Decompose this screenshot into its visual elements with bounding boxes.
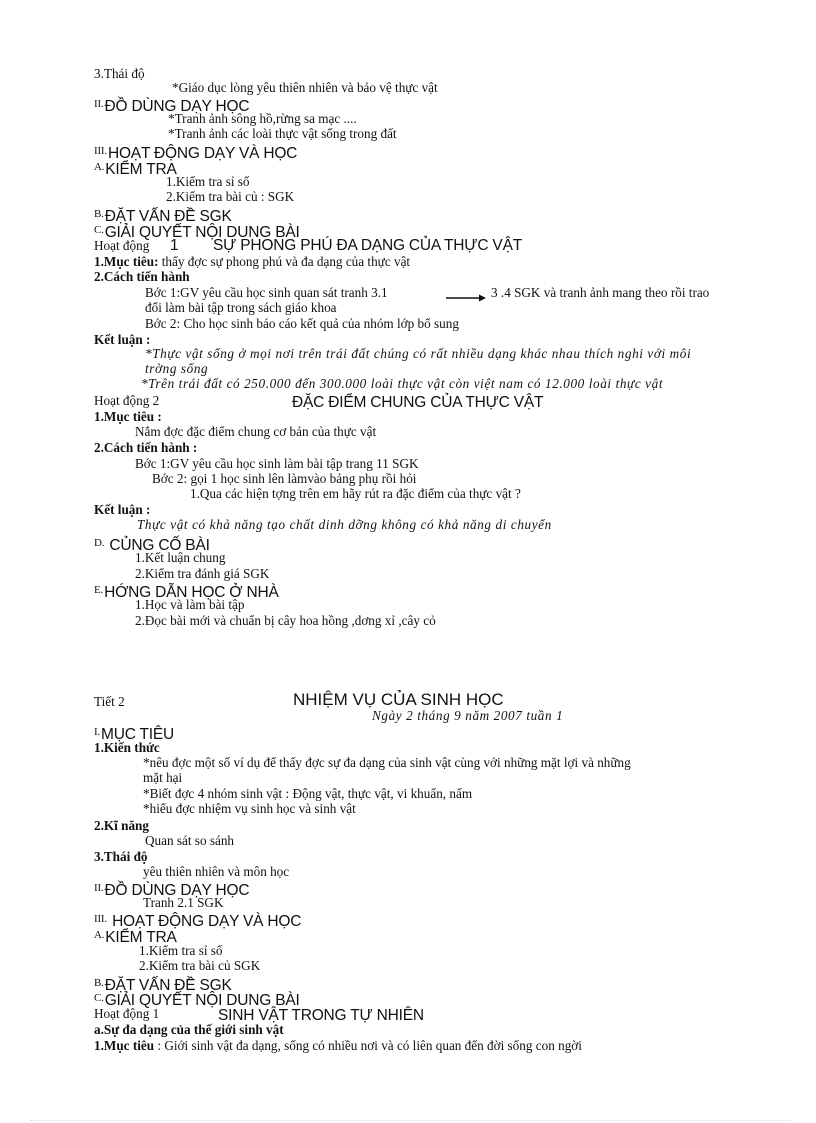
huong-dan-heading: $^{E.}$HỚNG DẪN HỌC Ở NHÀ xyxy=(94,584,279,601)
do-dung-item: *Tranh ảnh sông hồ,rừng sa mạc .... xyxy=(168,111,357,126)
kien-thuc-item: *nêu đợc một số ví dụ để thấy đợc sự đa dạng của sinh vật cùng với những mặt lợi và những xyxy=(143,755,631,770)
page-footer-rule xyxy=(30,1120,790,1121)
section-3-heading: $^{III.}$HOẠT ĐỘNG DẠY VÀ HỌC xyxy=(94,145,298,162)
buoc-1-line-cont: 3 .4 SGK và tranh ảnh mang theo rồi trao xyxy=(491,285,710,300)
giai-quyet-heading: $^{C.}$GIẢI QUYẾT NỘI DUNG BÀI xyxy=(94,992,300,1009)
huong-dan-item: 2.Đọc bài mới và chuẩn bị cây hoa hồng ,dơng xỉ ,cây cỏ xyxy=(135,613,436,628)
kiem-tra-item: 2.Kiểm tra bài củ : SGK xyxy=(166,189,295,204)
hoat-dong-1-label: Hoạt động 1 xyxy=(94,1006,160,1021)
kiem-tra-item: 1.Kiểm tra sỉ số xyxy=(166,174,250,189)
su-da-dang-heading: a.Sự đa dạng của thế giới sinh vật xyxy=(94,1022,284,1037)
kiem-tra-item: 1.Kiểm tra sỉ số xyxy=(139,943,223,958)
muc-tieu-heading: $^{I.}$MỤC TIÊU xyxy=(94,726,175,743)
kien-thuc-item-wrap: mặt hại xyxy=(143,770,183,785)
ket-luan-2-label: Kết luận : xyxy=(94,502,151,517)
cung-co-item: 2.Kiểm tra đánh giá SGK xyxy=(135,566,270,581)
kien-thuc-item: *hiểu đợc nhiệm vụ sinh học và sinh vật xyxy=(143,801,356,816)
do-dung-item: Tranh 2.1 SGK xyxy=(143,895,224,910)
muc-tieu-2-label: 1.Mục tiêu : xyxy=(94,409,162,424)
kien-thuc-label: 1.Kiến thức xyxy=(94,740,160,755)
cach-tien-hanh-2: 2.Cách tiến hành : xyxy=(94,440,198,455)
tiet-label: Tiết 2 xyxy=(94,694,125,709)
section-2-heading: $^{II.}$ĐỒ DÙNG DẠY HỌC xyxy=(94,98,250,115)
lesson-title: NHIỆM VỤ CỦA SINH HỌC xyxy=(293,690,504,709)
muc-tieu-line: 1.Mục tiêu : Giới sinh vật đa dạng, sống có nhiều nơi và có liên quan đến đời sống con ngời xyxy=(94,1038,582,1053)
do-dung-heading: $^{II.}$ĐỒ DÙNG DẠY HỌC xyxy=(94,882,250,899)
cung-co-heading: $^{D.}$ CỦNG CỐ BÀI xyxy=(94,537,210,554)
thai-do-heading: 3.Thái độ xyxy=(94,66,145,81)
ket-luan-1-item-wrap: trờng sống xyxy=(145,361,209,376)
buoc-2-line: Bớc 2: Cho học sinh báo cáo kết quả của nhóm lớp bổ sung xyxy=(145,316,459,331)
hoat-dong-1-number: 1 xyxy=(170,237,179,254)
huong-dan-item: 1.Học và làm bài tập xyxy=(135,597,245,612)
right-arrow-icon xyxy=(446,294,486,302)
muc-tieu-1: 1.Mục tiêu: thấy đợc sự phong phú và đa dạng của thực vật xyxy=(94,254,411,269)
ket-luan-1-label: Kết luận : xyxy=(94,332,151,347)
kiem-tra-heading: $^{A.}$KIỂM TRA xyxy=(94,161,177,178)
giai-quyet-heading: $^{C.}$GIẢI QUYẾT NỘI DUNG BÀI xyxy=(94,224,300,241)
buoc-1-line: Bớc 1:GV yêu cầu học sinh làm bài tập trang 11 SGK xyxy=(135,456,419,471)
thai-do-label: 3.Thái độ xyxy=(94,849,148,864)
buoc-2-line: Bớc 2: gọi 1 học sinh lên làmvào bảng phụ rồi hỏi xyxy=(152,471,417,486)
hoat-dong-1-title: SINH VẬT TRONG TỰ NHIÊN xyxy=(218,1007,424,1024)
muc-tieu-2-text: Nắm đợc đặc điểm chung cơ bản của thực vật xyxy=(135,424,377,439)
kiem-tra-heading: $^{A.}$KIỂM TRA xyxy=(94,929,177,946)
question-line: 1.Qua các hiện tợng trên em hãy rút ra đặc điểm của thực vật ? xyxy=(190,486,521,501)
do-dung-item: *Tranh ảnh các loài thực vật sống trong đất xyxy=(168,126,397,141)
buoc-1-line: Bớc 1:GV yêu cầu học sinh quan sát tranh 3.1 xyxy=(145,285,388,300)
hoat-dong-2-label: Hoạt động 2 xyxy=(94,393,160,408)
buoc-1-line-wrap: đổi làm bài tập trong sách giáo khoa xyxy=(145,300,337,315)
ki-nang-label: 2.Kĩ năng xyxy=(94,818,149,833)
hoat-dong-1-title: SỰ PHONG PHÚ ĐA DẠNG CỦA THỰC VẬT xyxy=(213,237,522,254)
ki-nang-item: Quan sát so sánh xyxy=(145,833,235,848)
dat-van-de-heading: $^{B.}$ĐẶT VẤN ĐỀ SGK xyxy=(94,977,232,994)
ket-luan-2-text: Thực vật có khả năng tạo chất dinh dỡng không có khả năng di chuyển xyxy=(137,517,552,532)
thai-do-item: *Giáo dục lòng yêu thiên nhiên và bảo vệ thực vật xyxy=(172,80,438,95)
hoat-dong-heading: $^{III.}$ HOẠT ĐỘNG DẠY VÀ HỌC xyxy=(94,913,302,930)
ket-luan-1-item: *Thực vật sống ở mọi nơi trên trái đất chúng có rất nhiều dạng khác nhau thích nghi với môi xyxy=(145,346,692,361)
kiem-tra-item: 2.Kiểm tra bài củ SGK xyxy=(139,958,261,973)
lesson-date: Ngày 2 tháng 9 năm 2007 tuần 1 xyxy=(372,708,564,723)
cach-tien-hanh-1: 2.Cách tiến hành xyxy=(94,269,190,284)
hoat-dong-1-label: Hoạt động xyxy=(94,238,150,253)
thai-do-item: yêu thiên nhiên và môn học xyxy=(143,864,290,879)
hoat-dong-2-title: ĐẶC ĐIỂM CHUNG CỦA THỰC VẬT xyxy=(292,394,544,411)
kien-thuc-item: *Biết đợc 4 nhóm sinh vật : Động vật, thực vật, vi khuẩn, nấm xyxy=(143,786,473,801)
cung-co-item: 1.Kết luận chung xyxy=(135,550,226,565)
dat-van-de-heading: $^{B.}$ĐẶT VẤN ĐỀ SGK xyxy=(94,208,232,225)
ket-luan-1-item: *Trên trái đất có 250.000 đến 300.000 loài thực vật còn việt nam có 12.000 loài thực vật xyxy=(141,376,664,391)
